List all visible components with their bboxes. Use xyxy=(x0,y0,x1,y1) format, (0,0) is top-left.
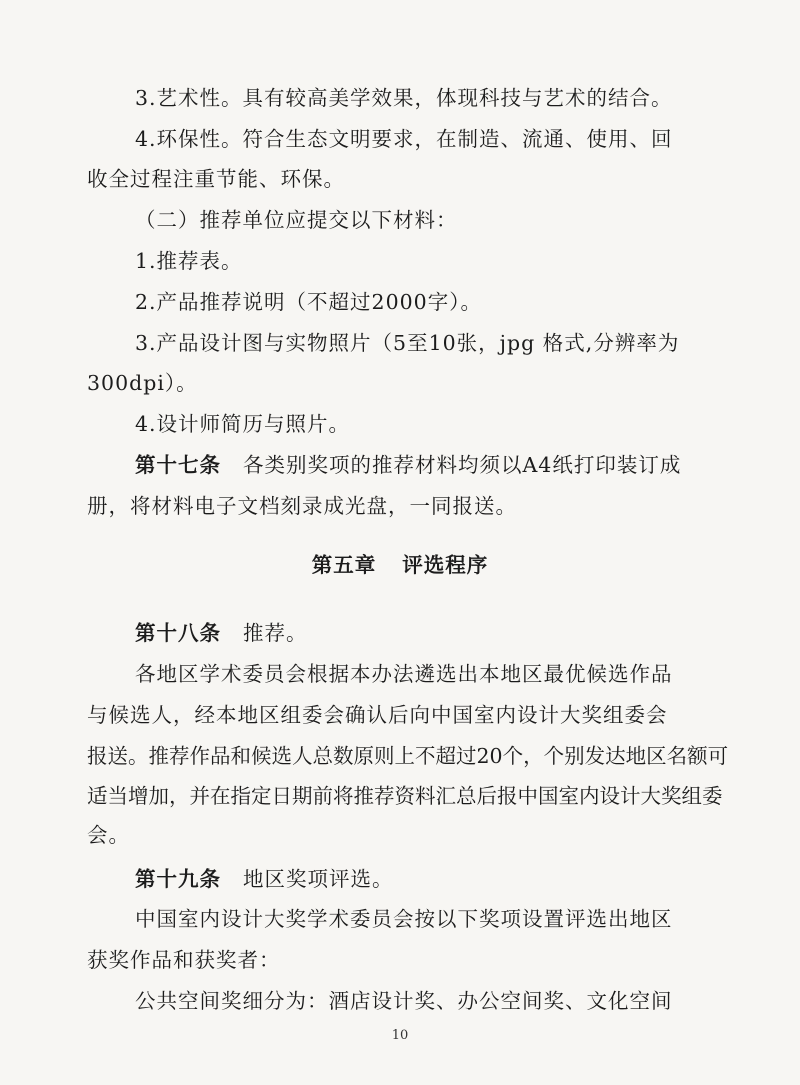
chapter-heading xyxy=(0,550,800,580)
materials-item-3: 3.产品设计图与实物照片（5至10张，jpg 格式,分辨率为 xyxy=(135,331,680,355)
materials-item-1: 1.推荐表。 xyxy=(135,249,243,273)
chapter-number: 第五章 xyxy=(311,553,377,577)
article-18-body-line: 与候选人，经本地区组委会确认后向中国室内设计大奖组委会 xyxy=(87,703,668,727)
article-18-body-line: 各地区学术委员会根据本办法遴选出本地区最优候选作品 xyxy=(135,662,673,686)
page-number: 10 xyxy=(391,1028,409,1043)
article-18-label: 第十八条 xyxy=(135,621,221,645)
article-19-label: 第十九条 xyxy=(135,867,221,891)
article-17-label: 第十七条 xyxy=(135,453,221,477)
article-19-body-line: 公共空间奖细分为：酒店设计奖、办公空间奖、文化空间 xyxy=(135,989,673,1013)
article-18-body-line: 会。 xyxy=(87,823,130,847)
article-19-body-line: 获奖作品和获奖者： xyxy=(87,948,281,972)
article-18-body-line: 报送。推荐作品和候选人总数原则上不超过20个，个别发达地区名额可 xyxy=(87,744,729,768)
article-17-line-1 xyxy=(135,450,681,480)
article-18-title: 推荐。 xyxy=(243,621,308,645)
materials-item-4: 4.设计师简历与照片。 xyxy=(135,412,351,436)
article-17-text: 各类别奖项的推荐材料均须以A4纸打印装订成 xyxy=(243,453,682,477)
paragraph-item-4-environmental: 4.环保性。符合生态文明要求，在制造、流通、使用、回 xyxy=(135,127,673,151)
section-heading-materials: （二）推荐单位应提交以下材料： xyxy=(135,208,458,232)
paragraph-item-4-continued: 收全过程注重节能、环保。 xyxy=(87,167,345,191)
article-19-heading xyxy=(135,864,394,894)
article-17-line-2: 册，将材料电子文档刻录成光盘，一同报送。 xyxy=(87,494,517,518)
materials-item-3-continued: 300dpi）。 xyxy=(87,371,198,395)
article-18-heading xyxy=(135,618,308,648)
article-19-title: 地区奖项评选。 xyxy=(243,867,394,891)
materials-item-2: 2.产品推荐说明（不超过2000字）。 xyxy=(135,290,482,314)
article-19-body-line: 中国室内设计大奖学术委员会按以下奖项设置评选出地区 xyxy=(135,907,673,931)
paragraph-item-3-artistry: 3.艺术性。具有较高美学效果，体现科技与艺术的结合。 xyxy=(135,86,673,110)
article-18-body-line: 适当增加，并在指定日期前将推荐资料汇总后报中国室内设计大奖组委 xyxy=(87,784,723,808)
chapter-title: 评选程序 xyxy=(402,553,489,577)
